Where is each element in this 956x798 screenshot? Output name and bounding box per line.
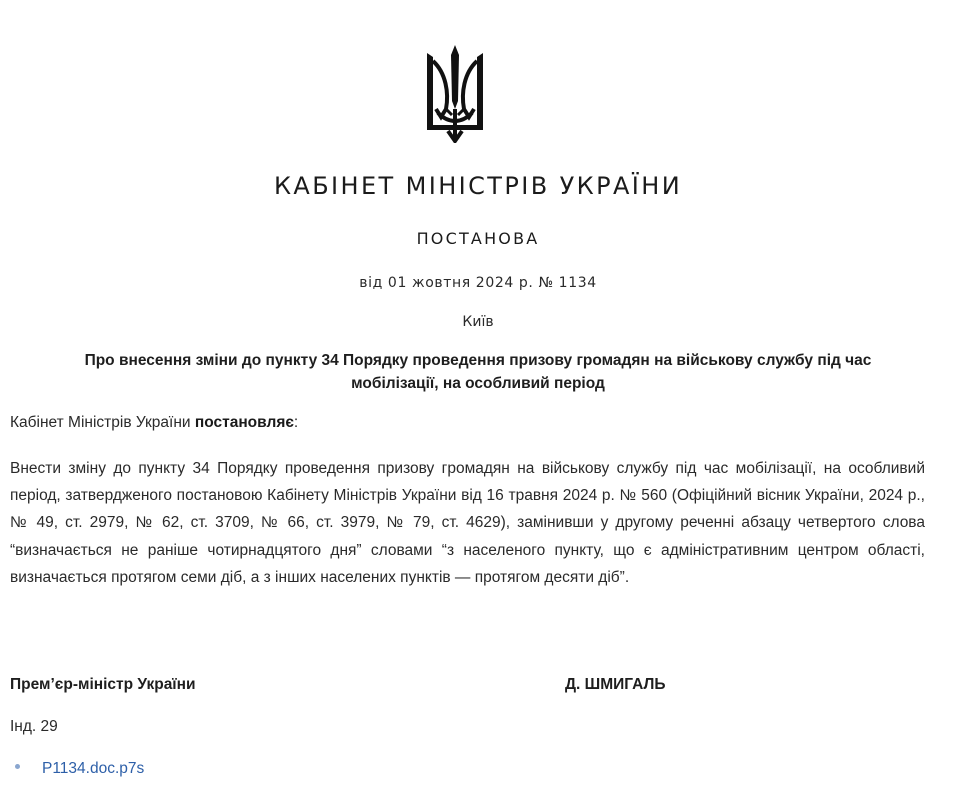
document-type: ПОСТАНОВА xyxy=(416,229,540,248)
document-index: Інд. 29 xyxy=(10,718,58,735)
resolution-suffix: : xyxy=(293,414,299,431)
tryzub-icon xyxy=(424,43,486,143)
attachment-link[interactable]: P1134.doc.p7s xyxy=(42,760,145,777)
resolution-prefix: Кабінет Міністрів України xyxy=(10,414,195,431)
document-city: Київ xyxy=(462,314,494,330)
signatory-position: Прем’єр-міністр України xyxy=(10,676,196,693)
document-subject: Про внесення зміни до пункту 34 Порядку проведення призову громадян на військову службу під час мобілізації, на особливий період xyxy=(84,352,872,392)
signatory-name: Д. ШМИГАЛЬ xyxy=(565,676,666,693)
attachment-list-item xyxy=(15,760,144,778)
body-paragraph: Внести зміну до пункту 34 Порядку проведення призову громадян на військову службу під час мобілізації, на особливий період, затвердженого постановою Кабінету Міністрів України від 16 травня 2024 р. № 560 (Офіційний вісник України, 2024 р., № 49, ст. 2979, № 62, ст. 3709, № 66, ст. 3979, № 79, ст. 4629), замінивши у другому реченні абзацу четвертого слова “визначається не раніше чотирнадцятого дня” словами “з населеного пункту, що є адміністративним центром області, визначається протягом семи діб, а з інших населених пунктів — протягом десяти діб”. xyxy=(10,460,925,586)
organization-title: КАБІНЕТ МІНІСТРІВ УКРАЇНИ xyxy=(273,172,683,200)
bullet-icon xyxy=(15,764,20,769)
resolution-verb: постановляє xyxy=(194,414,294,431)
document-date-number: від 01 жовтня 2024 р. № 1134 xyxy=(359,275,597,291)
resolution-line xyxy=(10,414,298,432)
